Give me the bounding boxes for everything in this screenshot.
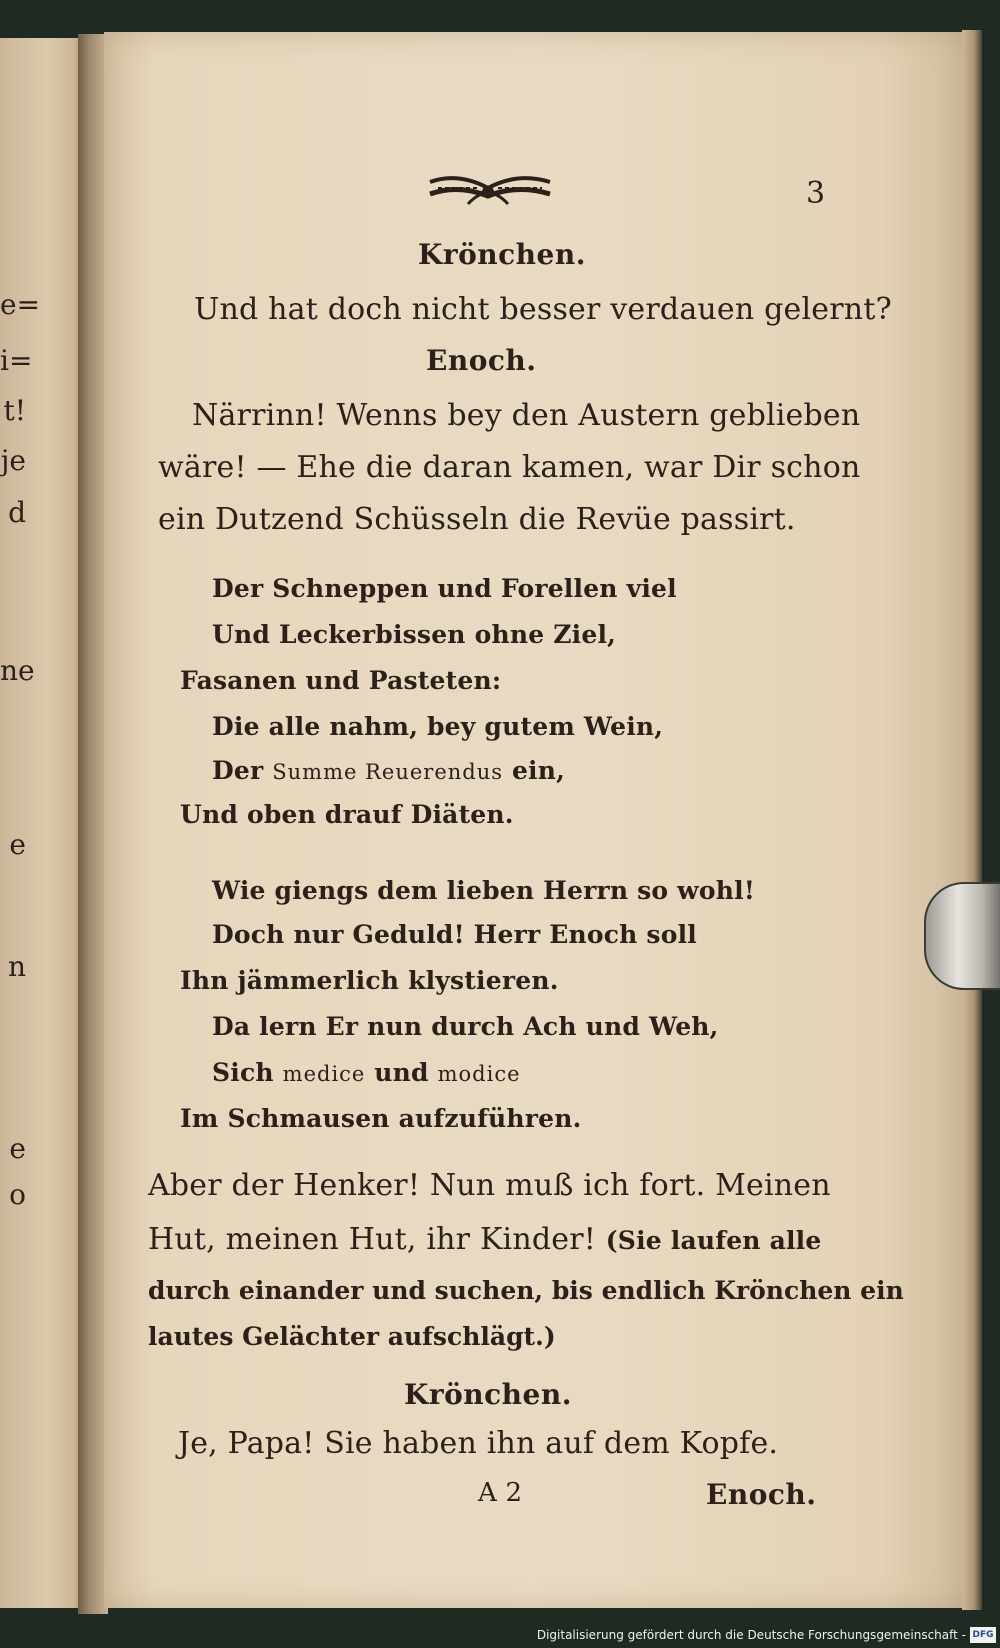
left-page-fragment: o bbox=[9, 1178, 26, 1211]
verse-line: Da lern Er nun durch Ach und Weh, bbox=[212, 1012, 719, 1041]
verse-line: Der Schneppen und Forellen viel bbox=[212, 574, 677, 603]
dialogue-line: Aber der Henker! Nun muß ich fort. Meinen bbox=[148, 1168, 831, 1203]
dialogue-text: Hut, meinen Hut, ihr Kinder! bbox=[148, 1222, 597, 1257]
page-edge bbox=[962, 30, 982, 1610]
latin-word: modice bbox=[437, 1062, 521, 1086]
left-page-fragment: i= bbox=[0, 344, 33, 377]
speaker-name: Enoch. bbox=[426, 344, 537, 377]
signature-mark: A 2 bbox=[478, 1478, 523, 1508]
left-page-fragment: e bbox=[9, 1132, 26, 1165]
verse-line bbox=[212, 756, 565, 785]
dialogue-line: ein Dutzend Schüsseln die Revüe passirt. bbox=[158, 502, 796, 537]
left-page-fragment: n bbox=[7, 950, 26, 983]
verse-line: Im Schmausen aufzuführen. bbox=[180, 1104, 582, 1133]
catchword: Enoch. bbox=[706, 1478, 817, 1511]
verse-line: Und Leckerbissen ohne Ziel, bbox=[212, 620, 617, 649]
dialogue-line: Und hat doch nicht besser verdauen gelernt? bbox=[194, 292, 892, 327]
verse-line: Wie giengs dem lieben Herrn so wohl! bbox=[212, 876, 756, 905]
dialogue-line: Närrinn! Wenns bey den Austern geblieben bbox=[192, 398, 861, 433]
vignette-ornament-icon bbox=[428, 168, 552, 216]
verse-line: Fasanen und Pasteten: bbox=[180, 666, 502, 695]
left-page-fragment: t! bbox=[3, 394, 26, 427]
dfg-logo: DFG bbox=[970, 1627, 996, 1643]
latin-word: medice bbox=[282, 1062, 366, 1086]
page-clip bbox=[924, 882, 1000, 990]
verse-word: und bbox=[374, 1058, 429, 1087]
verse-word: ein, bbox=[511, 756, 566, 785]
verse-word: Sich bbox=[212, 1058, 274, 1087]
page-number: 3 bbox=[806, 176, 826, 211]
left-page-fragment: d bbox=[8, 496, 26, 529]
verse-line: Die alle nahm, bey gutem Wein, bbox=[212, 712, 664, 741]
dialogue-line: wäre! — Ehe die daran kamen, war Dir schon bbox=[158, 450, 861, 485]
latin-phrase: Summe Reuerendus bbox=[272, 760, 504, 784]
left-page-fragment: je bbox=[0, 444, 26, 477]
left-page bbox=[0, 38, 86, 1608]
stage-direction: durch einander und suchen, bis endlich Krönchen ein bbox=[148, 1276, 904, 1305]
dialogue-line bbox=[148, 1222, 821, 1257]
speaker-name: Krönchen. bbox=[404, 1378, 572, 1411]
funding-credit: Digitalisierung gefördert durch die Deutsche Forschungsgemeinschaft - bbox=[536, 1628, 966, 1642]
speaker-name: Krönchen. bbox=[418, 238, 586, 271]
left-page-fragment: e= bbox=[0, 288, 41, 321]
verse-line bbox=[212, 1058, 521, 1087]
dialogue-line: Je, Papa! Sie haben ihn auf dem Kopfe. bbox=[178, 1426, 779, 1461]
stage-direction: (Sie laufen alle bbox=[605, 1226, 822, 1255]
verse-line: Doch nur Geduld! Herr Enoch soll bbox=[212, 920, 697, 949]
verse-word: Der bbox=[212, 756, 264, 785]
left-page-fragment: ne bbox=[0, 654, 35, 687]
verse-line: Ihn jämmerlich klystieren. bbox=[180, 966, 559, 995]
stage-direction: lautes Gelächter aufschlägt.) bbox=[148, 1322, 556, 1351]
verse-line: Und oben drauf Diäten. bbox=[180, 800, 514, 829]
left-page-fragment: e bbox=[9, 828, 26, 861]
